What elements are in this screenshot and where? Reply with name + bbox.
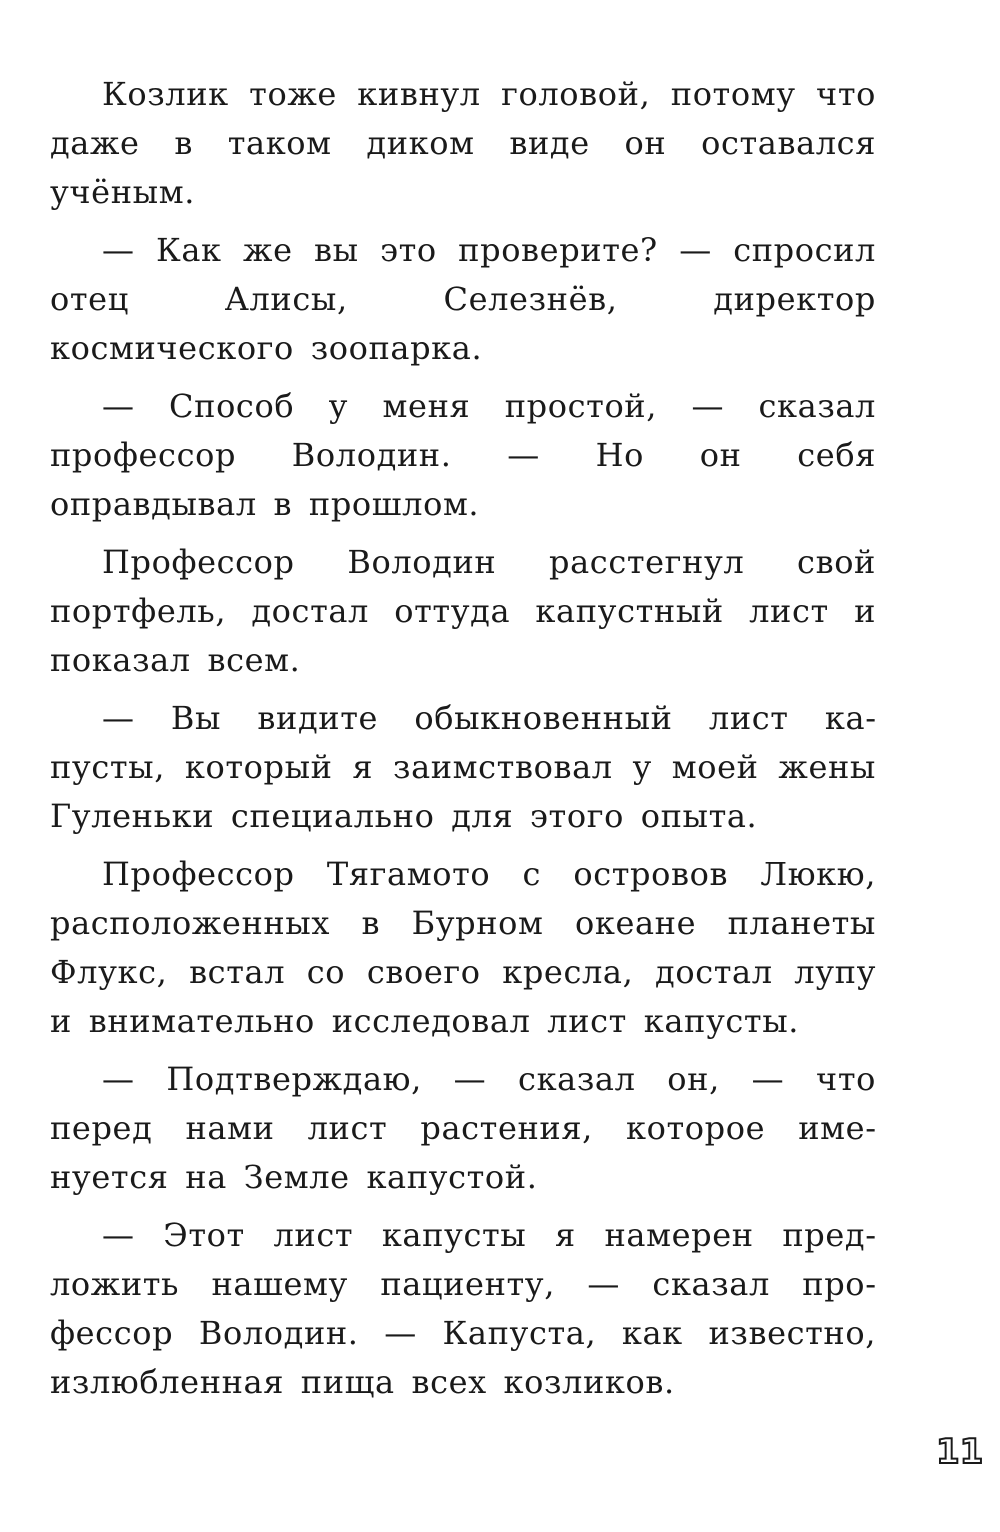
paragraph-7: — Подтверждаю, — сказал он, — что перед нами лист растения, которое именуется на Земле капустой. bbox=[50, 1060, 876, 1196]
paragraph-6: Профессор Тягамото с островов Люкю, расположенных в Бурном океане планеты Флукс, встал со своего кресла, достал лупу и внимательно исследовал лист капусты. bbox=[50, 855, 876, 1040]
paragraph-4: Профессор Володин расстегнул свой портфель, достал оттуда капустный лист и показал всем. bbox=[50, 543, 876, 679]
paragraph-5: — Вы видите обыкновенный лист капусты, который я заимствовал у моей жены Гуленьки специально для этого опыта. bbox=[50, 699, 876, 835]
paragraph-2: — Как же вы это проверите? — спросил отец Алисы, Селезнёв, директор космического зоопарка. bbox=[50, 231, 876, 367]
paragraph-1: Козлик тоже кивнул головой, потому что даже в таком диком виде он оставался учёным. bbox=[50, 75, 876, 211]
paragraph-3: — Способ у меня простой, — сказал профессор Володин. — Но он себя оправдывал в прошлом. bbox=[50, 387, 876, 523]
page-text-block bbox=[50, 70, 876, 1416]
paragraph-8: — Этот лист капусты я намерен предложить нашему пациенту, — сказал профессор Володин. — Капуста, как известно, излюбленная пища всех козликов. bbox=[50, 1216, 876, 1401]
page-number: 11 bbox=[936, 1432, 984, 1472]
